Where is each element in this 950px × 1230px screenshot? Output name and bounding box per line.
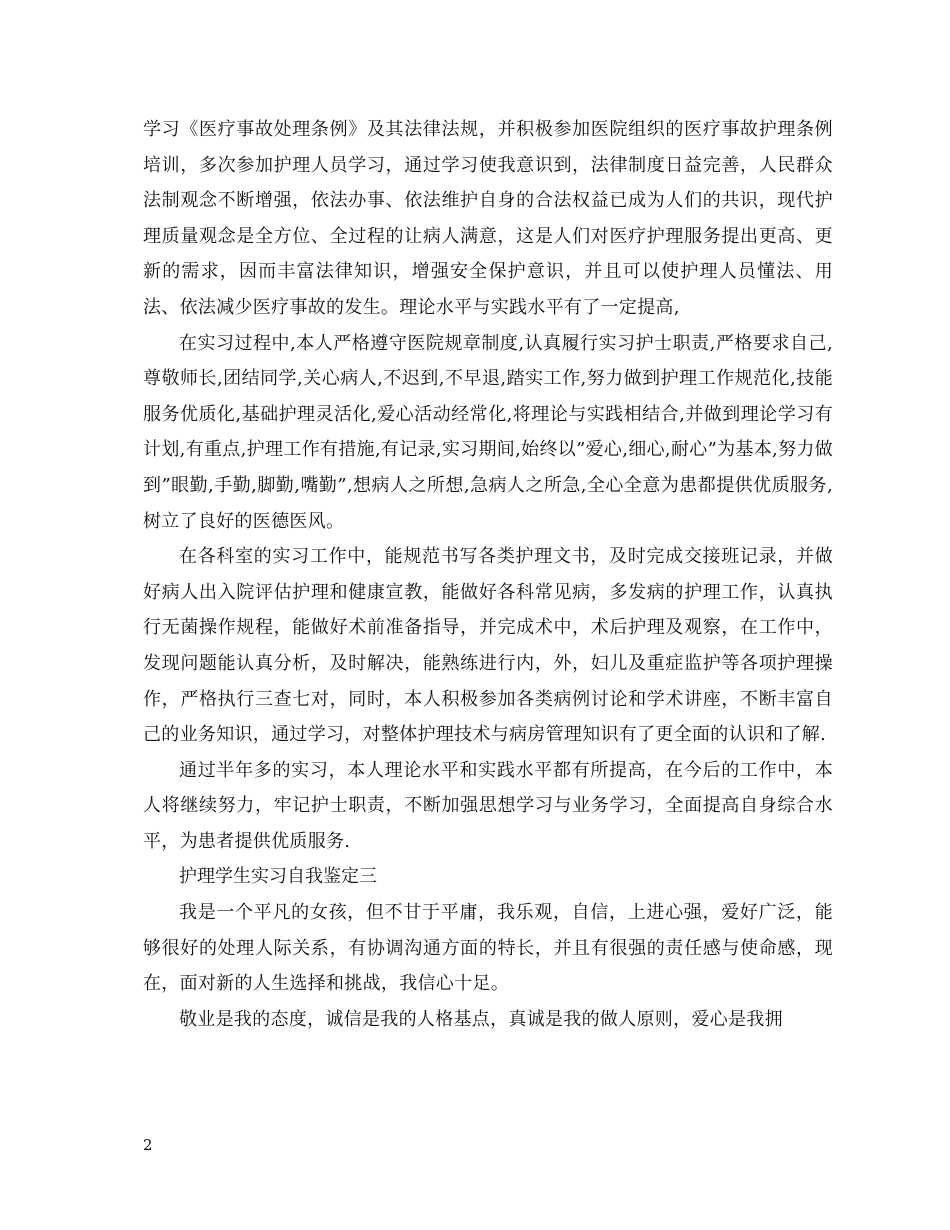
paragraph-half-year-summary: 通过半年多的实习，本人理论水平和实践水平都有所提高，在今后的工作中，本人将继续努力，牢记护士职责，不断加强思想学习与业务学习，全面提高自身综合水平，为患者提供优质服务. [143,759,833,852]
document-body [143,112,833,1037]
paragraph-legal-study: 学习《医疗事故处理条例》及其法律法规，并积极参加医院组织的医疗事故护理条例培训，多次参加护理人员学习，通过学习使我意识到，法律制度日益完善，人民群众法制观念不断增强，依法办事、依法维护自身的合法权益已成为人们的共识，现代护理质量观念是全方位、全过程的让病人满意，这是人们对医疗护理服务提出更高、更新的需求，因而丰富法律知识，增强安全保护意识，并且可以使护理人员懂法、用法、依法减少医疗事故的发生。理论水平与实践水平有了一定提高, [143,119,833,318]
paragraph-attitude: 敬业是我的态度，诚信是我的人格基点，真诚是我的做人原则，爱心是我拥 [179,1008,783,1030]
paragraph-department-work: 在各科室的实习工作中，能规范书写各类护理文书，及时完成交接班记录，并做好病人出入院评估护理和健康宣教，能做好各科常见病，多发病的护理工作，认真执行无菌操作规程，能做好术前准备指导，并完成术中，术后护理及观察，在工作中，发现问题能认真分析，及时解决，能熟练进行内，外，妇儿及重症监护等各项护理操作，严格执行三查七对，同时，本人积极参加各类病例讨论和学术讲座，不断丰富自己的业务知识，通过学习，对整体护理技术与病房管理知识有了更全面的认识和了解. [143,546,833,746]
section-heading-self-assessment-three: 护理学生实习自我鉴定三 [179,866,377,888]
paragraph-internship-conduct: 在实习过程中,本人严格遵守医院规章制度,认真履行实习护士职责,严格要求自己,尊敬师长,团结同学,关心病人,不迟到,不早退,踏实工作,努力做到护理工作规范化,技能服务优质化,基础护理灵活化,爱心活动经常化,将理论与实践相结合,并做到理论学习有计划,有重点,护理工作有措施,有记录,实习期间,始终以”爱心,细心,耐心”为基本,努力做到”眼勤,手勤,脚勤,嘴勤”,想病人之所想,急病人之所急,全心全意为患都提供优质服务,树立了良好的医德医风。 [143,332,833,532]
paragraph-self-introduction: 我是一个平凡的女孩，但不甘于平庸，我乐观，自信，上进心强，爱好广泛，能够很好的处理人际关系，有协调沟通方面的特长，并且有很强的责任感与使命感，现在，面对新的人生选择和挑战，我信心十足。 [143,902,833,995]
page-number: 2 [143,1136,153,1154]
